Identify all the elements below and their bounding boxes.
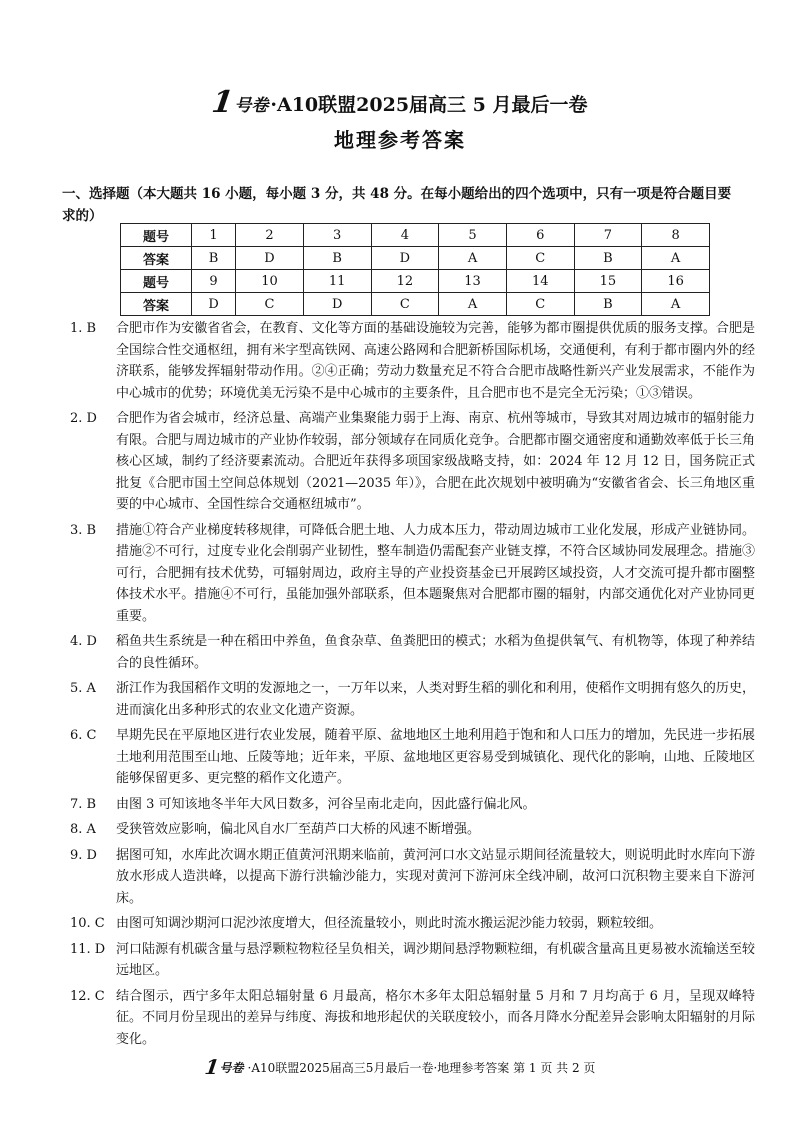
- brand-logo: [210, 85, 269, 120]
- table-cell: 16: [642, 270, 710, 293]
- table-cell: C: [506, 293, 574, 316]
- list-item: [70, 913, 755, 935]
- item-number: 10. C: [70, 916, 105, 931]
- table-cell: 14: [506, 270, 574, 293]
- item-text: 受狭管效应影响，偏北风自水厂至葫芦口大桥的风速不断增强。: [116, 822, 481, 837]
- table-cell: 15: [574, 270, 642, 293]
- table-cell: B: [303, 247, 371, 270]
- item-number: 12. C: [70, 988, 105, 1004]
- table-cell: A: [642, 293, 710, 316]
- table-cell: 9: [192, 270, 236, 293]
- table-cell: 10: [236, 270, 304, 293]
- table-cell: 7: [574, 224, 642, 247]
- item-text: 浙江作为我国稻作文明的发源地之一，一万年以来，人类对野生稻的驯化和利用，使稻作文明拥有悠久的历史，进而演化出多种形式的农业文化遗产资源。: [116, 681, 755, 718]
- header: [0, 85, 800, 153]
- table-cell: 4: [371, 224, 439, 247]
- explanation-list: [70, 318, 755, 1054]
- list-item: [70, 794, 755, 816]
- row-label: 答案: [121, 247, 192, 270]
- list-item: [70, 678, 755, 721]
- table-cell: 1: [192, 224, 236, 247]
- logo-text: 号卷: [234, 95, 269, 116]
- table-cell: 12: [371, 270, 439, 293]
- list-item: [70, 939, 755, 982]
- title-text: ·A10联盟2025届高三 5 月最后一卷: [270, 93, 588, 116]
- item-number: 5. A: [70, 681, 96, 696]
- item-number: 8. A: [70, 822, 96, 837]
- table-cell: 13: [439, 270, 507, 293]
- row-label: 题号: [121, 270, 192, 293]
- table-cell: 5: [439, 224, 507, 247]
- section-heading: 一、选择题（本大题共 16 小题，每小题 3 分，共 48 分。在每小题给出的四个选项中，只有一项是符合题目要求的）: [62, 186, 732, 224]
- item-number: 6. C: [70, 728, 97, 743]
- list-item: [70, 725, 755, 790]
- table-cell: 8: [642, 224, 710, 247]
- row-label: 题号: [121, 224, 192, 247]
- item-number: 9. D: [70, 847, 97, 863]
- table-cell: B: [192, 247, 236, 270]
- item-number: 1. B: [70, 321, 97, 336]
- item-text: 合肥作为省会城市，经济总量、高端产业集聚能力弱于上海、南京、杭州等城市，导致其对周边城市的辐射能力有限。合肥与周边城市的产业协作较弱，部分领域存在同质化竞争。合肥都市圈交通密度和通勤效率低于长三角核心区域，制约了经济要素流动。合肥近年获得多项国家级战略支持，如：2024 年 12 月 12 日，国务院正式批复《合肥市国土空间总体规划（2021—2035 年）》，合肥在此次规划中被明确为“安徽省省会、长三角地区重要的中心城市、全国性综合交通枢纽城市”。: [116, 411, 755, 512]
- page-subtitle: 地理参考答案: [334, 128, 466, 152]
- item-text: 早期先民在平原地区进行农业发展，随着平原、盆地地区土地利用趋于饱和和人口压力的增加，先民进一步拓展土地利用范围至山地、丘陵等地；近年来，平原、盆地地区更容易受到城镇化、现代化的影响，山地、丘陵地区能够保留更多、更完整的稻作文化遗产。: [116, 728, 755, 786]
- table-cell: 2: [236, 224, 304, 247]
- table-cell: A: [439, 247, 507, 270]
- table-cell: D: [303, 293, 371, 316]
- logo-text: 号卷: [219, 1060, 244, 1075]
- item-text: 据图可知，水库此次调水期正值黄河汛期来临前，黄河河口水文站显示期间径流量较大，则说明此时水库向下游放水形成人造洪峰，以提高下游行洪输沙能力，实现对黄河下游河床全线冲刷，故河口沉积物主要来自下游河床。: [116, 847, 755, 906]
- item-number: 11. D: [70, 941, 106, 957]
- logo-mark: 1: [202, 1055, 221, 1079]
- table-cell: B: [574, 247, 642, 270]
- item-text: 由图可知调沙期河口泥沙浓度增大，但径流量较小，则此时流水搬运泥沙能力较弱，颗粒较细。: [116, 916, 663, 931]
- table-cell: A: [439, 293, 507, 316]
- table-row: [121, 224, 710, 247]
- exam-title: [0, 85, 800, 120]
- table-row: [121, 270, 710, 293]
- table-cell: 6: [506, 224, 574, 247]
- footer-text: ·A10联盟2025届高三5月最后一卷·地理参考答案 第 1 页 共 2 页: [247, 1060, 596, 1075]
- table-cell: C: [236, 293, 304, 316]
- table-cell: 11: [303, 270, 371, 293]
- item-number: 2. D: [70, 411, 97, 426]
- item-text: 由图 3 可知该地冬半年大风日数多，河谷呈南北走向，因此盛行偏北风。: [116, 796, 536, 812]
- row-label: 答案: [121, 293, 192, 316]
- table-cell: A: [642, 247, 710, 270]
- table-cell: D: [192, 293, 236, 316]
- table-cell: D: [371, 247, 439, 270]
- item-text: 措施①符合产业梯度转移规律，可降低合肥土地、人力成本压力，带动周边城市工业化发展，形成产业链协同。措施②不可行，过度专业化会削弱产业韧性，整车制造仍需配套产业链支撑，不符合区域协同发展理念。措施③可行，合肥拥有技术优势，可辐射周边，政府主导的产业投资基金已开展跨区域投资，人才交流可提升都市圈整体技术水平。措施④不可行，虽能加强外部联系，但本题聚焦对合肥都市圈的辐射，内部交通优化对产业协同更重要。: [116, 522, 755, 624]
- list-item: [70, 819, 755, 841]
- item-number: 4. D: [70, 634, 97, 649]
- list-item: [70, 408, 755, 516]
- table-cell: 3: [303, 224, 371, 247]
- footer-logo: [202, 1055, 244, 1079]
- item-text: 结合图示，西宁多年太阳总辐射量 6 月最高，格尔木多年太阳总辐射量 5 月和 7 月均高于 6 月，呈现双峰特征。不同月份呈现出的差异与纬度、海拔和地形起伏的关联度较小，而各月降水分配差异会影响太阳辐射的月际变化。: [116, 988, 755, 1047]
- list-item: [70, 845, 755, 910]
- table-cell: B: [574, 293, 642, 316]
- answer-table: [120, 223, 710, 316]
- item-text: 合肥市作为安徽省省会，在教育、文化等方面的基础设施较为完善，能够为都市圈提供优质的服务支撑。合肥是全国综合性交通枢纽，拥有米字型高铁网、高速公路网和合肥新桥国际机场，交通便利，有利于都市圈内外的经济联系，能够发挥辐射带动作用。②④正确；劳动力数量充足不符合合肥市战略性新兴产业发展需求，不能作为中心城市的优势；环境优美无污染不是中心城市的主要条件，且合肥市也不是完全无污染；①③错误。: [116, 321, 755, 401]
- item-text: 河口陆源有机碳含量与悬浮颗粒物粒径呈负相关，调沙期间悬浮物颗粒细，有机碳含量高且更易被水流输送至较远地区。: [116, 941, 755, 978]
- table-row: [121, 293, 710, 316]
- table-row: [121, 247, 710, 270]
- list-item: [70, 986, 755, 1051]
- logo-mark: 1: [210, 85, 236, 120]
- list-item: [70, 520, 755, 628]
- item-text: 稻鱼共生系统是一种在稻田中养鱼，鱼食杂草、鱼粪肥田的模式；水稻为鱼提供氧气、有机物等，体现了种养结合的良性循环。: [116, 634, 755, 671]
- table-cell: D: [236, 247, 304, 270]
- list-item: [70, 318, 755, 404]
- item-number: 3. B: [70, 522, 97, 538]
- table-cell: C: [371, 293, 439, 316]
- item-number: 7. B: [70, 796, 97, 812]
- table-cell: C: [506, 247, 574, 270]
- list-item: [70, 631, 755, 674]
- page-footer: [0, 1057, 800, 1077]
